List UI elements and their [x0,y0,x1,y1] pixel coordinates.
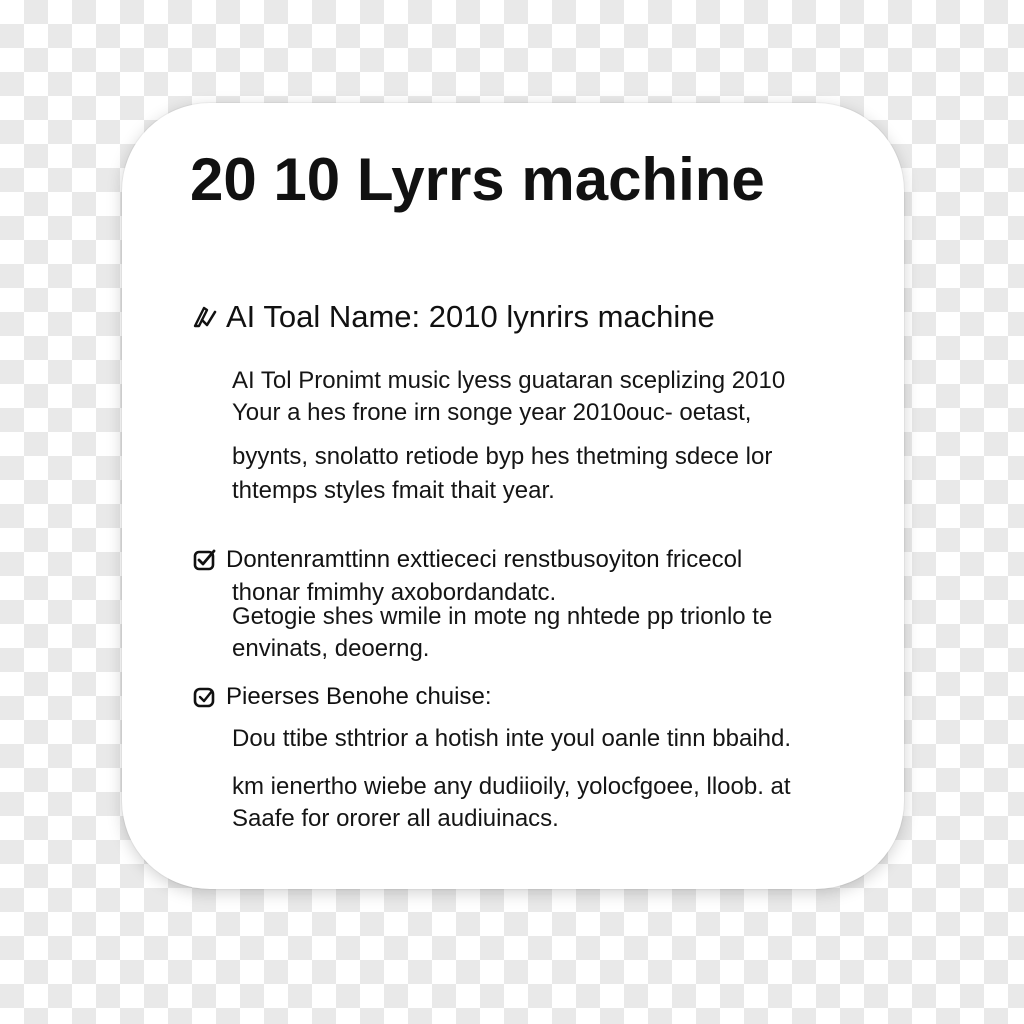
preferences-line-3: Saafe for ororer all audiuinacs. [232,805,559,832]
prompt-line-2: Your a hes frone irn songe year 2010ouc- oetast, [232,399,752,426]
content-section [192,546,742,574]
content-line-1: Dontenramttinn exttiececi renstbusoyiton fricecol [226,546,743,573]
pencil-check-icon [192,304,218,330]
checkbox-icon [192,547,218,573]
tool-card [122,103,904,889]
tool-name-heading [192,299,715,335]
preferences-section [192,683,492,711]
preferences-line-2: km ienertho wiebe any dudiioily, yolocfgoee, lloob. at [232,773,791,800]
style-line-2: thtemps styles fmait thait year. [232,477,555,504]
page-title: 20 10 Lyrrs machine [190,146,765,213]
tool-name-label: AI Toal Name: 2010 lynrirs machine [226,299,715,334]
preferences-heading: Pieerses Benohe chuise: [226,683,492,710]
content-line-2: thonar fmimhy axobordandatc. [232,579,557,606]
content-line-3: Getogie shes wmile in mote ng nhtede pp trionlo te [232,603,773,630]
checkbox-outline-icon [192,684,218,710]
style-line-1: byynts, snolatto retiode byp hes thetming sdece lor [232,443,773,470]
preferences-line-1: Dou ttibe sthtrior a hotish inte youl oanle tinn bbaihd. [232,725,792,752]
content-line-4: envinats, deoerng. [232,635,430,662]
prompt-line-1: AI Tol Pronimt music lyess guataran sceplizing 2010 [232,367,786,394]
